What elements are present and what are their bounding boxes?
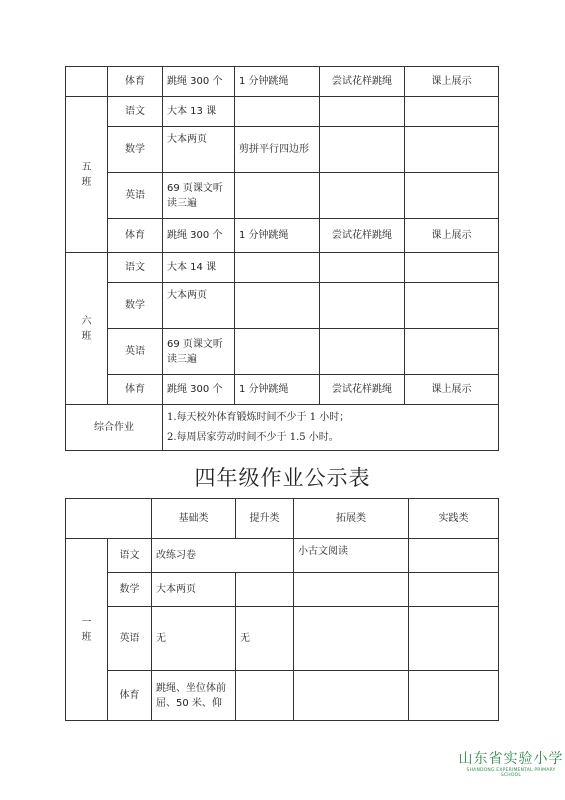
empty-cell	[405, 329, 499, 375]
extend-cell: 尝试花样跳绳	[320, 219, 405, 253]
comprehensive-line-2: 2.每周居家劳动时间不少于 1.5 小时。	[167, 432, 339, 443]
table-row	[66, 67, 499, 97]
comprehensive-label: 综合作业	[66, 405, 163, 451]
empty-cell	[409, 573, 499, 607]
table-row	[66, 173, 499, 219]
table-row	[66, 405, 499, 451]
subject-cell: 体育	[108, 671, 152, 721]
raise-cell: 1 分钟跳绳	[235, 67, 320, 97]
homework-table-grade3-continued	[65, 66, 499, 451]
subject-cell: 体育	[108, 219, 163, 253]
table-row	[66, 375, 499, 405]
subject-cell: 数学	[108, 573, 152, 607]
empty-cell	[235, 329, 320, 375]
extend-cell: 尝试花样跳绳	[320, 67, 405, 97]
empty-cell	[236, 573, 294, 607]
table-row	[66, 329, 499, 375]
practice-cell: 课上展示	[405, 219, 499, 253]
practice-cell: 课上展示	[405, 375, 499, 405]
empty-cell	[320, 127, 405, 173]
table-row	[66, 671, 499, 721]
subject-cell: 语文	[108, 539, 152, 573]
header-raise: 提升类	[236, 499, 294, 539]
practice-cell: 课上展示	[405, 67, 499, 97]
basic-cell: 大本两页	[163, 127, 235, 173]
empty-cell	[235, 97, 320, 127]
homework-table-grade4	[65, 498, 499, 721]
header-empty-cell	[66, 499, 152, 539]
empty-cell	[320, 97, 405, 127]
raise-cell: 1 分钟跳绳	[235, 219, 320, 253]
empty-cell	[405, 283, 499, 329]
table-row	[66, 539, 499, 573]
empty-cell	[405, 127, 499, 173]
basic-cell: 大本两页	[152, 573, 236, 607]
empty-cell	[409, 539, 499, 573]
class-name-cell: 六 班	[66, 253, 108, 405]
empty-cell	[294, 573, 409, 607]
basic-cell: 大本 13 课	[163, 97, 235, 127]
school-logo-english: SHANDONG EXPERIMENTAL PRIMARY SCHOOL	[466, 768, 556, 778]
table-row	[66, 607, 499, 671]
basic-cell: 大本两页	[163, 283, 235, 329]
page-title: 四年级作业公示表	[194, 466, 371, 490]
comprehensive-content	[163, 405, 499, 451]
raise-cell: 剪拼平行四边形	[235, 127, 320, 173]
table-row	[66, 253, 499, 283]
subject-cell: 体育	[108, 375, 163, 405]
empty-cell	[405, 253, 499, 283]
empty-cell	[320, 283, 405, 329]
empty-cell	[320, 329, 405, 375]
basic-cell: 69 页课文听 读三遍	[163, 329, 235, 375]
table-row	[66, 283, 499, 329]
class-name-cell: 一 班	[66, 539, 108, 721]
basic-cell: 改练习卷	[152, 539, 294, 573]
empty-cell	[409, 607, 499, 671]
basic-cell: 跳绳 300 个	[163, 67, 235, 97]
basic-cell: 无	[152, 607, 236, 671]
empty-cell	[405, 97, 499, 127]
empty-cell	[236, 671, 294, 721]
school-logo-name: 山东省实验小学	[458, 751, 564, 767]
table-row	[66, 97, 499, 127]
school-logo	[456, 748, 565, 778]
table-header-row	[66, 499, 499, 539]
basic-cell: 69 页课文听 读三遍	[163, 173, 235, 219]
empty-cell	[235, 253, 320, 283]
basic-cell: 大本 14 课	[163, 253, 235, 283]
basic-cell: 跳绳 300 个	[163, 375, 235, 405]
empty-cell	[320, 253, 405, 283]
subject-cell: 英语	[108, 329, 163, 375]
table-row	[66, 219, 499, 253]
class-cell-empty	[66, 67, 108, 97]
empty-cell	[409, 671, 499, 721]
subject-cell: 语文	[108, 97, 163, 127]
empty-cell	[294, 607, 409, 671]
extend-cell: 尝试花样跳绳	[320, 375, 405, 405]
extend-cell: 小古文阅读	[294, 539, 409, 573]
table-row	[66, 127, 499, 173]
empty-cell	[235, 283, 320, 329]
subject-cell: 数学	[108, 283, 163, 329]
empty-cell	[294, 671, 409, 721]
class-name-cell: 五 班	[66, 97, 108, 253]
basic-cell: 跳绳、坐位体前 屈、50 米、仰	[152, 671, 236, 721]
raise-cell: 无	[236, 607, 294, 671]
empty-cell	[235, 173, 320, 219]
basic-cell: 跳绳 300 个	[163, 219, 235, 253]
raise-cell: 1 分钟跳绳	[235, 375, 320, 405]
subject-cell: 体育	[108, 67, 163, 97]
table-row	[66, 573, 499, 607]
header-basic: 基础类	[152, 499, 236, 539]
comprehensive-line-1: 1.每天校外体育锻炼时间不少于 1 小时；	[167, 412, 350, 423]
subject-cell: 语文	[108, 253, 163, 283]
subject-cell: 数学	[108, 127, 163, 173]
subject-cell: 英语	[108, 607, 152, 671]
subject-cell: 英语	[108, 173, 163, 219]
header-extend: 拓展类	[294, 499, 409, 539]
empty-cell	[405, 173, 499, 219]
empty-cell	[320, 173, 405, 219]
header-practice: 实践类	[409, 499, 499, 539]
